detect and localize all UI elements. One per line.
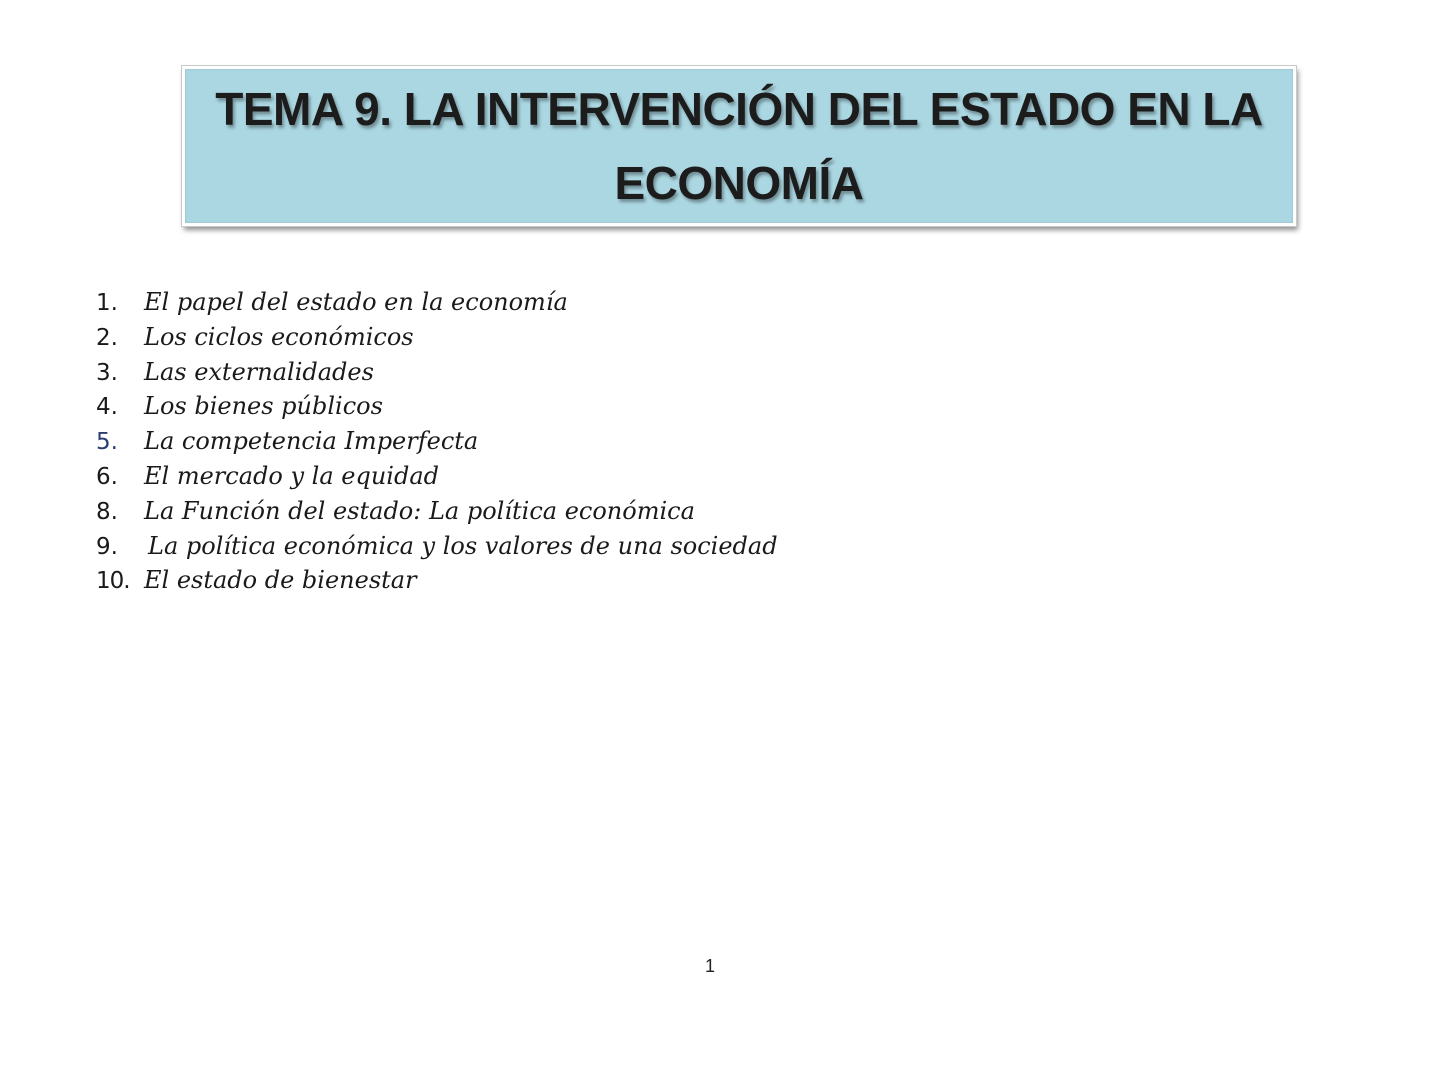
toc-item-3 — [96, 358, 778, 393]
toc-item-number: 1. — [96, 290, 118, 316]
toc-item-8 — [96, 497, 778, 532]
toc-item-label: El estado de bienestar — [144, 566, 417, 595]
toc-item-label: La política económica y los valores de una sociedad — [148, 531, 778, 560]
toc-item-number: 5. — [96, 429, 118, 456]
toc-item-number: 6. — [96, 463, 118, 490]
toc-item-label: Las externalidades — [144, 357, 374, 386]
toc-item-label: La Función del estado: La política económica — [144, 496, 695, 525]
toc-item-number: 2. — [96, 324, 118, 351]
page-title — [205, 72, 1272, 220]
toc-item-2 — [96, 323, 778, 358]
title-line-2: ECONOMÍA — [614, 157, 864, 209]
page-number: 1 — [704, 956, 715, 976]
toc-item-9 — [96, 532, 778, 567]
toc-item-number: 10. — [96, 568, 130, 595]
toc-item-6 — [96, 462, 778, 497]
toc-item-label: La competencia Imperfecta — [144, 427, 479, 456]
toc-item-label: Los bienes públicos — [144, 392, 383, 421]
toc-item-label: Los ciclos económicos — [144, 322, 414, 351]
toc-item-label: El papel del estado en la economía — [144, 288, 568, 316]
toc-item-number: 8. — [96, 498, 118, 525]
toc-item-label: El mercado y la equidad — [144, 461, 439, 490]
toc-item-5 — [96, 427, 778, 462]
toc-item-1 — [96, 288, 778, 323]
title-line-1: TEMA 9. LA INTERVENCIÓN DEL ESTADO EN LA — [215, 83, 1263, 135]
toc-item-10 — [96, 566, 778, 601]
title-box — [182, 66, 1296, 226]
toc-item-number: 3. — [96, 359, 118, 386]
toc-item-4 — [96, 392, 778, 427]
toc-item-number: 9. — [96, 533, 118, 560]
toc-item-number: 4. — [96, 394, 118, 421]
table-of-contents — [96, 288, 778, 601]
